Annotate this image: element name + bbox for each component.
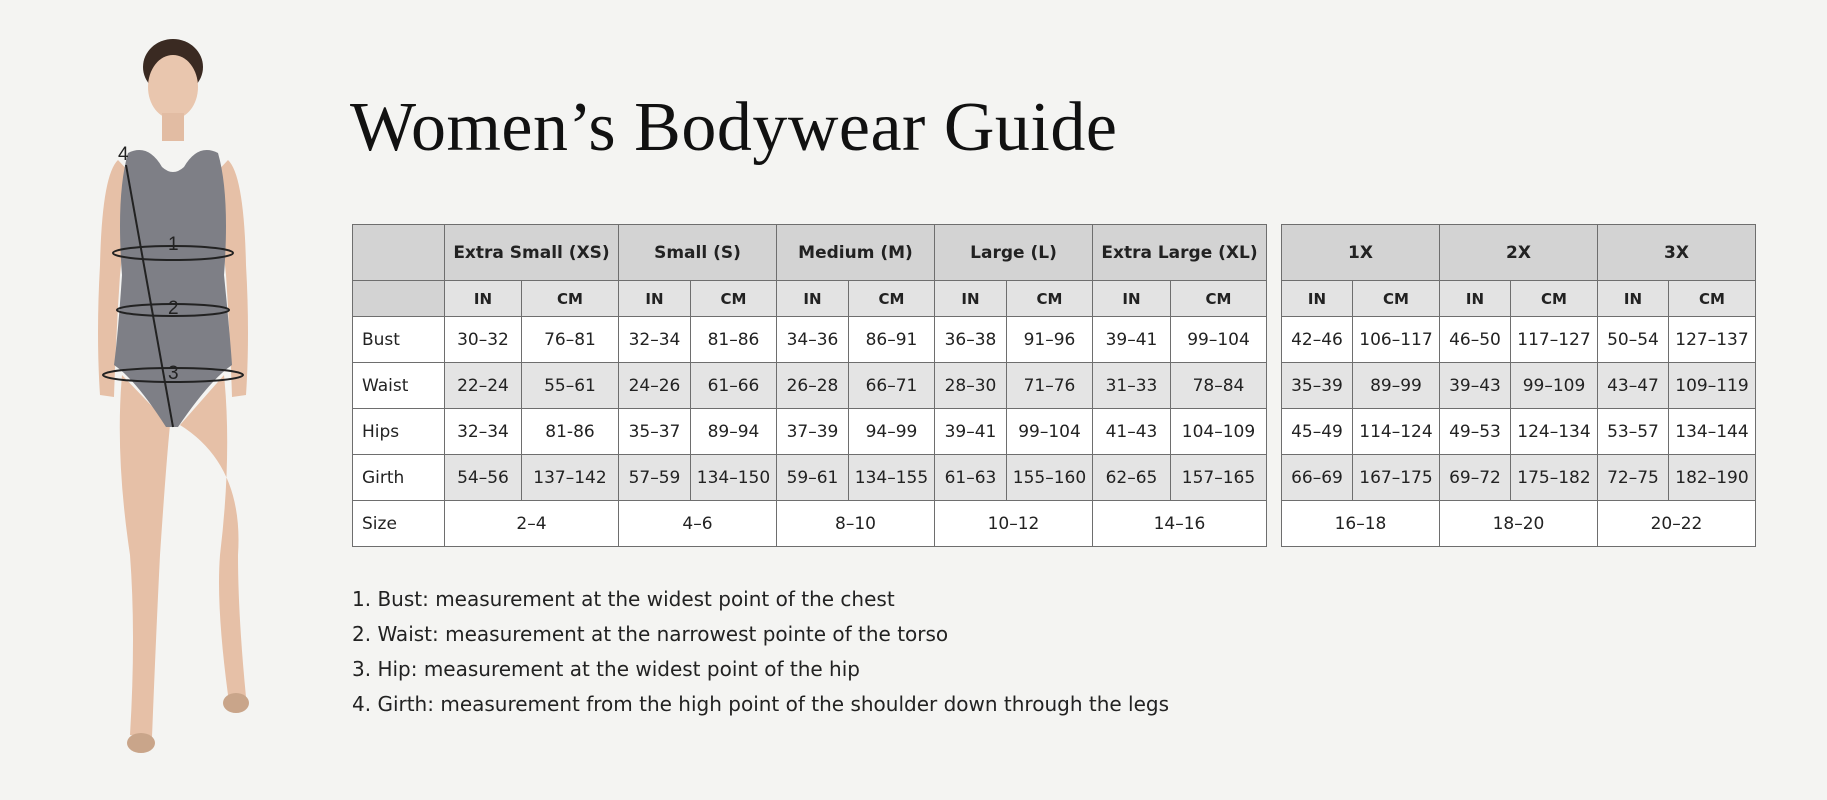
- table-cell: 167–175: [1353, 455, 1440, 501]
- unit-header-row: [353, 281, 1267, 317]
- unit-header: IN: [1440, 281, 1511, 317]
- unit-header: CM: [849, 281, 935, 317]
- size-cell: 18–20: [1440, 501, 1598, 547]
- table-cell: 89–94: [691, 409, 777, 455]
- group-header: 3X: [1598, 225, 1756, 281]
- table-cell: 89–99: [1353, 363, 1440, 409]
- table-cell: 37–39: [777, 409, 849, 455]
- size-row: [353, 501, 1267, 547]
- unit-header: IN: [935, 281, 1007, 317]
- table-cell: 32–34: [619, 317, 691, 363]
- table-cell: 134–155: [849, 455, 935, 501]
- size-table-plus: [1281, 224, 1756, 547]
- table-cell: 91–96: [1007, 317, 1093, 363]
- size-row: [1282, 501, 1756, 547]
- table-cell: 61–66: [691, 363, 777, 409]
- unit-header: IN: [1093, 281, 1171, 317]
- unit-header: IN: [1282, 281, 1353, 317]
- table-cell: 45–49: [1282, 409, 1353, 455]
- table-cell: 106–117: [1353, 317, 1440, 363]
- table-cell: 49–53: [1440, 409, 1511, 455]
- table-cell: 99–109: [1511, 363, 1598, 409]
- row-label: Hips: [353, 409, 445, 455]
- table-cell: 155–160: [1007, 455, 1093, 501]
- right-leg: [180, 375, 246, 697]
- table-cell: 31–33: [1093, 363, 1171, 409]
- table-cell: 114–124: [1353, 409, 1440, 455]
- unit-header: CM: [1669, 281, 1756, 317]
- unit-header: IN: [1598, 281, 1669, 317]
- size-cell: 2–4: [445, 501, 619, 547]
- table-cell: 39–43: [1440, 363, 1511, 409]
- table-cell: 99–104: [1007, 409, 1093, 455]
- unit-header: CM: [691, 281, 777, 317]
- row-label: Waist: [353, 363, 445, 409]
- table-cell: 28–30: [935, 363, 1007, 409]
- table-cell: 55–61: [522, 363, 619, 409]
- table-cell: 78–84: [1171, 363, 1267, 409]
- table-cell: 46–50: [1440, 317, 1511, 363]
- table-cell: 137–142: [522, 455, 619, 501]
- unit-header: CM: [1171, 281, 1267, 317]
- table-cell: 35–37: [619, 409, 691, 455]
- table-cell: 134–144: [1669, 409, 1756, 455]
- row-label: Girth: [353, 455, 445, 501]
- table-cell: 124–134: [1511, 409, 1598, 455]
- unit-header-row: [1282, 281, 1756, 317]
- model-figure: [70, 35, 290, 775]
- table-cell: 42–46: [1282, 317, 1353, 363]
- size-cell: 20–22: [1598, 501, 1756, 547]
- table-row: [353, 363, 1267, 409]
- table-cell: 94–99: [849, 409, 935, 455]
- table-cell: 41–43: [1093, 409, 1171, 455]
- table-cell: 157–165: [1171, 455, 1267, 501]
- table-cell: 57–59: [619, 455, 691, 501]
- table-cell: 182–190: [1669, 455, 1756, 501]
- left-leg: [120, 375, 170, 737]
- table-cell: 76–81: [522, 317, 619, 363]
- head: [148, 55, 198, 119]
- unit-header: CM: [1511, 281, 1598, 317]
- size-cell: 16–18: [1282, 501, 1440, 547]
- table-cell: 43–47: [1598, 363, 1669, 409]
- table-row: [1282, 455, 1756, 501]
- note-hip: 3. Hip: measurement at the widest point of the hip: [352, 657, 860, 681]
- group-header: Extra Large (XL): [1093, 225, 1267, 281]
- measurement-notes: [352, 582, 1169, 722]
- row-label: Bust: [353, 317, 445, 363]
- table-cell: 66–71: [849, 363, 935, 409]
- group-header-row: [1282, 225, 1756, 281]
- marker-bust: 1: [168, 234, 179, 255]
- table-cell: 175–182: [1511, 455, 1598, 501]
- table-cell: 71–76: [1007, 363, 1093, 409]
- size-cell: 14–16: [1093, 501, 1267, 547]
- left-shoe: [127, 733, 155, 753]
- table-cell: 22–24: [445, 363, 522, 409]
- marker-waist: 2: [168, 298, 179, 319]
- marker-girth: 4: [118, 144, 129, 165]
- table-cell: 30–32: [445, 317, 522, 363]
- table-cell: 39–41: [935, 409, 1007, 455]
- group-header: 1X: [1282, 225, 1440, 281]
- table-cell: 117–127: [1511, 317, 1598, 363]
- table-cell: 53–57: [1598, 409, 1669, 455]
- table-cell: 99–104: [1171, 317, 1267, 363]
- table-row: [1282, 409, 1756, 455]
- table-cell: 32–34: [445, 409, 522, 455]
- table-cell: 34–36: [777, 317, 849, 363]
- table-row: [1282, 317, 1756, 363]
- table-row: [353, 317, 1267, 363]
- table-cell: 24–26: [619, 363, 691, 409]
- group-header: Medium (M): [777, 225, 935, 281]
- table-cell: 66–69: [1282, 455, 1353, 501]
- size-cell: 10–12: [935, 501, 1093, 547]
- table-cell: 26–28: [777, 363, 849, 409]
- group-header: Extra Small (XS): [445, 225, 619, 281]
- table-cell: 61–63: [935, 455, 1007, 501]
- group-header: Large (L): [935, 225, 1093, 281]
- unit-header: IN: [777, 281, 849, 317]
- size-table-standard: [352, 224, 1267, 547]
- marker-hip: 3: [168, 363, 179, 384]
- unit-header: IN: [619, 281, 691, 317]
- corner-cell: [353, 225, 445, 281]
- row-label: Size: [353, 501, 445, 547]
- size-cell: 8–10: [777, 501, 935, 547]
- unit-header: IN: [445, 281, 522, 317]
- note-waist: 2. Waist: measurement at the narrowest pointe of the torso: [352, 622, 949, 646]
- table-cell: 134–150: [691, 455, 777, 501]
- table-row: [1282, 363, 1756, 409]
- table-cell: 54–56: [445, 455, 522, 501]
- table-cell: 72–75: [1598, 455, 1669, 501]
- table-cell: 81–86: [691, 317, 777, 363]
- table-cell: 127–137: [1669, 317, 1756, 363]
- table-cell: 69–72: [1440, 455, 1511, 501]
- neck: [162, 113, 184, 141]
- table-cell: 81-86: [522, 409, 619, 455]
- note-girth: 4. Girth: measurement from the high point of the shoulder down through the legs: [352, 692, 1170, 716]
- unit-header: CM: [522, 281, 619, 317]
- group-header: 2X: [1440, 225, 1598, 281]
- table-cell: 50–54: [1598, 317, 1669, 363]
- corner-cell: [353, 281, 445, 317]
- group-header: Small (S): [619, 225, 777, 281]
- note-bust: 1. Bust: measurement at the widest point of the chest: [352, 587, 895, 611]
- table-cell: 86–91: [849, 317, 935, 363]
- group-header-row: [353, 225, 1267, 281]
- table-cell: 62–65: [1093, 455, 1171, 501]
- size-cell: 4–6: [619, 501, 777, 547]
- unit-header: CM: [1353, 281, 1440, 317]
- right-shoe: [223, 693, 249, 713]
- unit-header: CM: [1007, 281, 1093, 317]
- table-cell: 109–119: [1669, 363, 1756, 409]
- table-row: [353, 455, 1267, 501]
- table-cell: 36–38: [935, 317, 1007, 363]
- table-cell: 39–41: [1093, 317, 1171, 363]
- page-title: Women’s Bodywear Guide: [350, 89, 1118, 166]
- table-row: [353, 409, 1267, 455]
- table-cell: 35–39: [1282, 363, 1353, 409]
- table-cell: 59–61: [777, 455, 849, 501]
- table-cell: 104–109: [1171, 409, 1267, 455]
